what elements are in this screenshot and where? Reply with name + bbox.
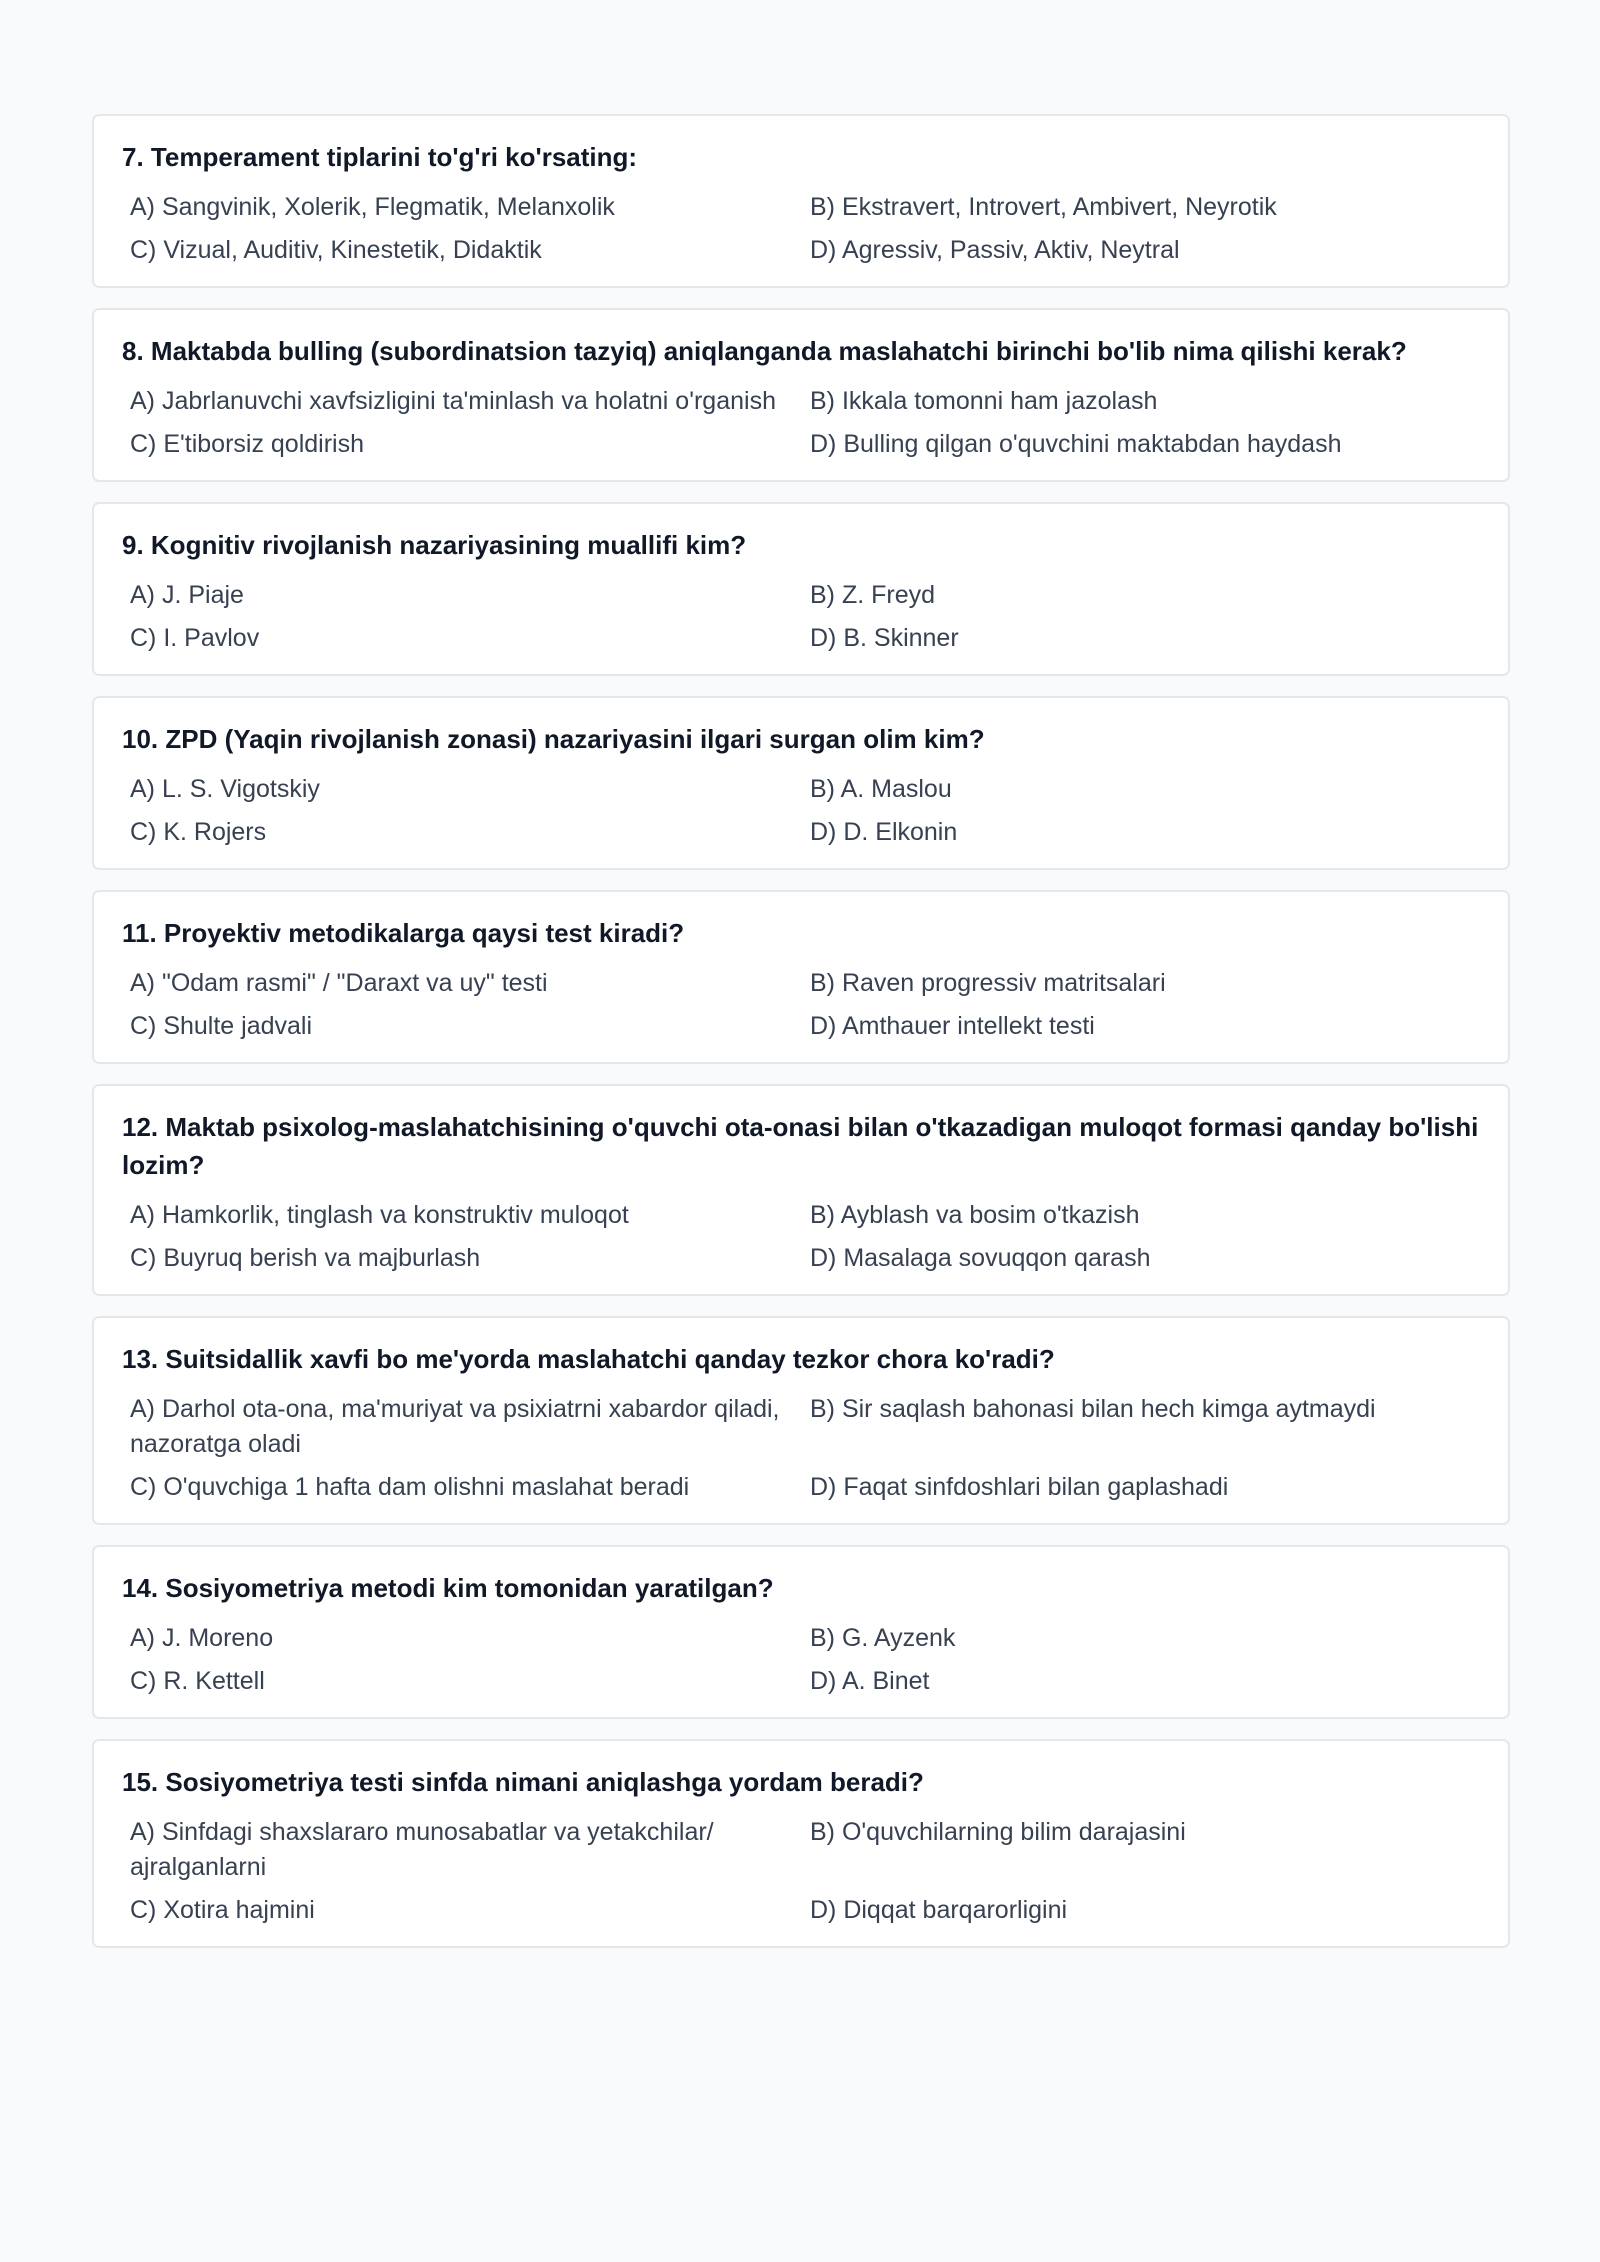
answer-options bbox=[122, 1198, 1480, 1276]
option-c: C) E'tiborsiz qoldirish bbox=[130, 430, 365, 458]
option-a: A) J. Moreno bbox=[130, 1624, 274, 1652]
option-a: A) Darhol ota-ona, ma'muriyat va psixiatrni xabardor qiladi, nazoratga oladi bbox=[130, 1395, 780, 1458]
option-b: B) Ikkala tomonni ham jazolash bbox=[810, 387, 1158, 415]
answer-options bbox=[122, 772, 1480, 850]
question-card-12 bbox=[92, 1084, 1510, 1296]
question-card-10 bbox=[92, 696, 1510, 870]
option-c: C) Shulte jadvali bbox=[130, 1012, 313, 1040]
question-title: 11. Proyektiv metodikalarga qaysi test kiradi? bbox=[122, 918, 685, 948]
question-title: 13. Suitsidallik xavfi bo me'yorda maslahatchi qanday tezkor chora ko'radi? bbox=[122, 1344, 1055, 1374]
question-card-13 bbox=[92, 1316, 1510, 1525]
option-a: A) L. S. Vigotskiy bbox=[130, 775, 320, 803]
option-d: D) Bulling qilgan o'quvchini maktabdan haydash bbox=[810, 430, 1342, 458]
question-title: 15. Sosiyometriya testi sinfda nimani aniqlashga yordam beradi? bbox=[122, 1767, 924, 1797]
option-b: B) Z. Freyd bbox=[810, 581, 936, 609]
option-d: D) D. Elkonin bbox=[810, 818, 958, 846]
answer-options bbox=[122, 966, 1480, 1044]
question-title: 14. Sosiyometriya metodi kim tomonidan yaratilgan? bbox=[122, 1573, 774, 1603]
option-c: C) Xotira hajmini bbox=[130, 1896, 315, 1924]
option-c: C) I. Pavlov bbox=[130, 624, 260, 652]
question-card-14 bbox=[92, 1545, 1510, 1719]
option-b: B) Ekstravert, Introvert, Ambivert, Neyrotik bbox=[810, 193, 1277, 221]
option-d: D) Faqat sinfdoshlari bilan gaplashadi bbox=[810, 1473, 1229, 1501]
option-c: C) O'quvchiga 1 hafta dam olishni maslahat beradi bbox=[130, 1473, 690, 1501]
option-b: B) O'quvchilarning bilim darajasini bbox=[810, 1818, 1186, 1846]
question-title: 10. ZPD (Yaqin rivojlanish zonasi) nazariyasini ilgari surgan olim kim? bbox=[122, 724, 985, 754]
option-d: D) A. Binet bbox=[810, 1667, 930, 1695]
answer-options bbox=[122, 1815, 1480, 1928]
option-b: B) Ayblash va bosim o'tkazish bbox=[810, 1201, 1140, 1229]
option-a: A) "Odam rasmi" / "Daraxt va uy" testi bbox=[130, 969, 548, 997]
option-c: C) Vizual, Auditiv, Kinestetik, Didaktik bbox=[130, 236, 542, 264]
answer-options bbox=[122, 384, 1480, 462]
option-d: D) Diqqat barqarorligini bbox=[810, 1896, 1068, 1924]
option-a: A) Jabrlanuvchi xavfsizligini ta'minlash va holatni o'rganish bbox=[130, 387, 776, 415]
option-b: B) G. Ayzenk bbox=[810, 1624, 956, 1652]
answer-options bbox=[122, 578, 1480, 656]
option-d: D) Agressiv, Passiv, Aktiv, Neytral bbox=[810, 236, 1180, 264]
option-a: A) Hamkorlik, tinglash va konstruktiv muloqot bbox=[130, 1201, 629, 1229]
question-title: 12. Maktab psixolog-maslahatchisining o'quvchi ota-onasi bilan o'tkazadigan muloqot formasi qanday bo'lishi lozim? bbox=[122, 1112, 1479, 1180]
option-a: A) Sinfdagi shaxslararo munosabatlar va yetakchilar/ ajralganlarni bbox=[130, 1818, 714, 1881]
option-c: C) K. Rojers bbox=[130, 818, 267, 846]
question-title: 9. Kognitiv rivojlanish nazariyasining muallifi kim? bbox=[122, 530, 747, 560]
option-d: D) Amthauer intellekt testi bbox=[810, 1012, 1095, 1040]
answer-options bbox=[122, 1621, 1480, 1699]
option-b: B) Raven progressiv matritsalari bbox=[810, 969, 1166, 997]
option-c: C) R. Kettell bbox=[130, 1667, 265, 1695]
question-card-9 bbox=[92, 502, 1510, 676]
option-d: D) Masalaga sovuqqon qarash bbox=[810, 1244, 1151, 1272]
question-card-11 bbox=[92, 890, 1510, 1064]
answer-options bbox=[122, 1392, 1480, 1505]
question-card-15 bbox=[92, 1739, 1510, 1948]
option-a: A) J. Piaje bbox=[130, 581, 244, 609]
question-title: 8. Maktabda bulling (subordinatsion tazyiq) aniqlanganda maslahatchi birinchi bo'lib nima qilishi kerak? bbox=[122, 336, 1407, 366]
question-card-8 bbox=[92, 308, 1510, 482]
option-b: B) A. Maslou bbox=[810, 775, 952, 803]
test-page bbox=[92, 114, 1510, 1968]
answer-options bbox=[122, 190, 1480, 268]
option-c: C) Buyruq berish va majburlash bbox=[130, 1244, 481, 1272]
question-card-7 bbox=[92, 114, 1510, 288]
question-title: 7. Temperament tiplarini to'g'ri ko'rsating: bbox=[122, 142, 638, 172]
option-b: B) Sir saqlash bahonasi bilan hech kimga aytmaydi bbox=[810, 1395, 1376, 1423]
option-a: A) Sangvinik, Xolerik, Flegmatik, Melanxolik bbox=[130, 193, 615, 221]
option-d: D) B. Skinner bbox=[810, 624, 959, 652]
